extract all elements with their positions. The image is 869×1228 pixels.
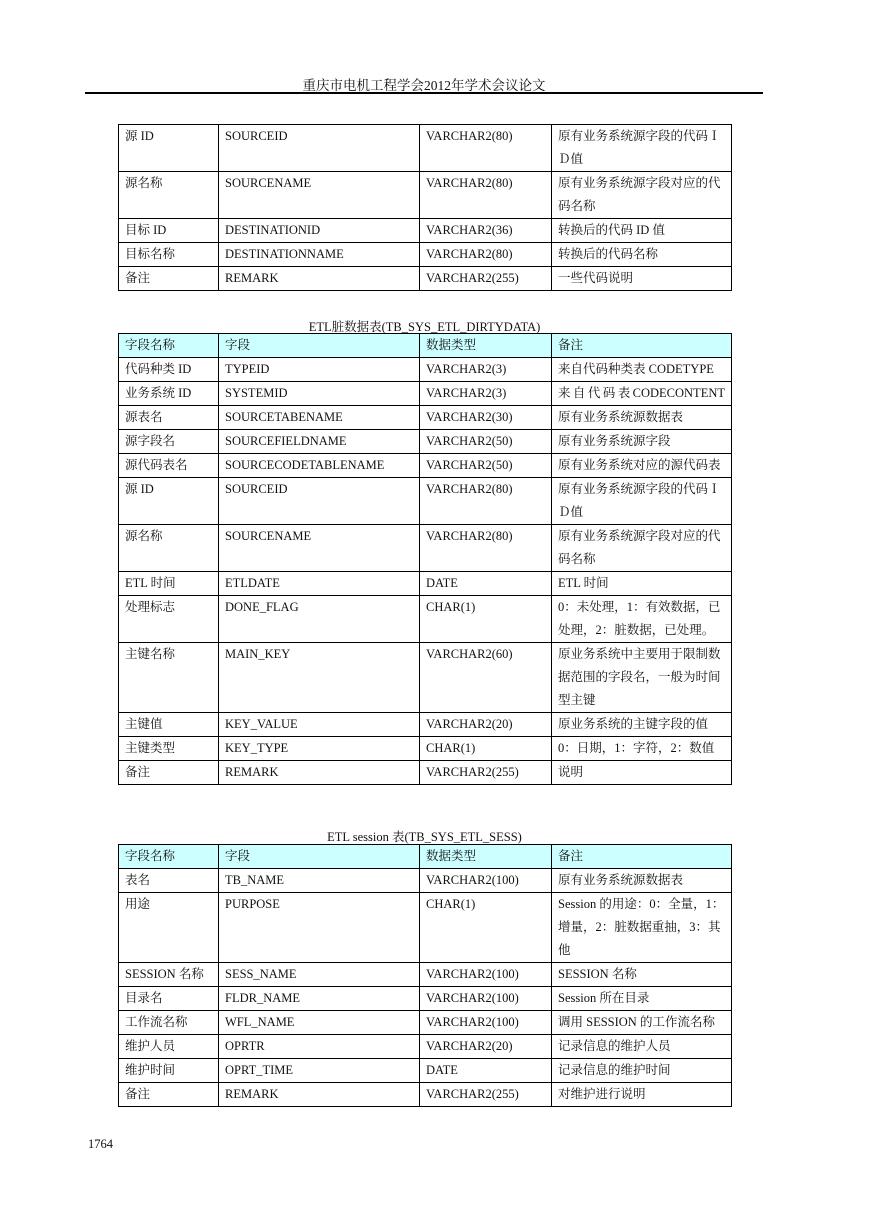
field-name-cell: 源代码表名 [119,454,219,478]
table-row [119,713,732,737]
field-cell: TYPEID [219,358,420,382]
field-cell: TB_NAME [219,869,420,893]
field-name-cell: 备注 [119,1083,219,1107]
remark-cell: 原业务系统的主键字段的值 [552,713,732,737]
data-type-cell: VARCHAR2(50) [420,430,552,454]
table-header-row [119,845,732,869]
field-cell: REMARK [219,1083,420,1107]
field-cell: OPRT_TIME [219,1059,420,1083]
table-row [119,572,732,596]
remark-cell: 0：日期，1：字符，2：数值 [552,737,732,761]
remark-cell: 原有业务系统源数据表 [552,869,732,893]
data-type-cell: VARCHAR2(80) [420,243,552,267]
field-cell: DESTINATIONNAME [219,243,420,267]
remark-cell: 记录信息的维护时间 [552,1059,732,1083]
remark-cell: 说明 [552,761,732,785]
table-row [119,963,732,987]
data-type-cell: VARCHAR2(100) [420,963,552,987]
field-name-cell: 源名称 [119,172,219,219]
remark-cell: ETL 时间 [552,572,732,596]
field-cell: OPRTR [219,1035,420,1059]
field-cell: REMARK [219,267,420,291]
field-name-cell: 业务系统 ID [119,382,219,406]
data-type-cell: VARCHAR2(100) [420,1011,552,1035]
field-cell: SESS_NAME [219,963,420,987]
field-name-cell: 源 ID [119,478,219,525]
field-cell: SOURCEID [219,125,420,172]
data-type-cell: DATE [420,1059,552,1083]
table-row [119,430,732,454]
column-header: 字段名称 [119,845,219,869]
field-name-cell: 主键类型 [119,737,219,761]
table-row [119,478,732,525]
field-name-cell: 目标名称 [119,243,219,267]
dirtydata-table [118,333,732,785]
field-name-cell: 处理标志 [119,596,219,643]
data-type-cell: VARCHAR2(20) [420,1035,552,1059]
data-type-cell: VARCHAR2(36) [420,219,552,243]
remark-cell: 原业务系统中主要用于限制数据范围的字段名，一般为时间型主键 [552,643,732,713]
field-name-cell: ETL 时间 [119,572,219,596]
code-mapping-table-continued [118,124,732,291]
remark-cell: 来自代码表CODECONTENT [552,382,732,406]
remark-cell: Session 所在目录 [552,987,732,1011]
column-header: 备注 [552,334,732,358]
data-type-cell: VARCHAR2(30) [420,406,552,430]
column-header: 数据类型 [420,845,552,869]
table-row [119,761,732,785]
data-type-cell: VARCHAR2(20) [420,713,552,737]
table-row [119,869,732,893]
table-row [119,737,732,761]
data-type-cell: CHAR(1) [420,596,552,643]
data-type-cell: VARCHAR2(3) [420,382,552,406]
data-type-cell: VARCHAR2(100) [420,869,552,893]
remark-cell: 原有业务系统源字段对应的代码名称 [552,525,732,572]
field-name-cell: 源名称 [119,525,219,572]
remark-cell: 原有业务系统对应的源代码表 [552,454,732,478]
table-row [119,172,732,219]
table-row [119,1083,732,1107]
data-type-cell: CHAR(1) [420,737,552,761]
field-name-cell: 目标 ID [119,219,219,243]
field-cell: SOURCETABENAME [219,406,420,430]
column-header: 字段名称 [119,334,219,358]
field-name-cell: 维护时间 [119,1059,219,1083]
field-cell: ETLDATE [219,572,420,596]
table-row [119,125,732,172]
remark-cell: 对维护进行说明 [552,1083,732,1107]
remark-cell: 来自代码种类表 CODETYPE [552,358,732,382]
data-type-cell: VARCHAR2(50) [420,454,552,478]
data-type-cell: CHAR(1) [420,893,552,963]
field-cell: SOURCEID [219,478,420,525]
field-cell: SYSTEMID [219,382,420,406]
data-type-cell: VARCHAR2(80) [420,125,552,172]
table-row [119,525,732,572]
field-name-cell: 代码种类 ID [119,358,219,382]
field-name-cell: 工作流名称 [119,1011,219,1035]
table-row [119,893,732,963]
remark-cell: 原有业务系统源字段的代码ＩＤ值 [552,125,732,172]
remark-cell: 转换后的代码 ID 值 [552,219,732,243]
field-name-cell: 用途 [119,893,219,963]
dirtydata-table-caption: ETL脏数据表(TB_SYS_ETL_DIRTYDATA) [308,320,541,334]
field-cell: SOURCECODETABLENAME [219,454,420,478]
field-name-cell: SESSION 名称 [119,963,219,987]
field-cell: WFL_NAME [219,1011,420,1035]
table-row [119,596,732,643]
column-header: 备注 [552,845,732,869]
field-cell: REMARK [219,761,420,785]
table-row [119,382,732,406]
header-rule [85,92,763,94]
field-name-cell: 源表名 [119,406,219,430]
data-type-cell: VARCHAR2(255) [420,761,552,785]
page-number: 1764 [88,1137,113,1151]
data-type-cell: VARCHAR2(80) [420,172,552,219]
table-row [119,643,732,713]
remark-cell: 0：未处理，1：有效数据，已处理，2：脏数据，已处理。 [552,596,732,643]
table-header-row [119,334,732,358]
remark-cell: 原有业务系统源字段的代码ＩＤ值 [552,478,732,525]
remark-cell: 原有业务系统源字段 [552,430,732,454]
field-cell: KEY_TYPE [219,737,420,761]
column-header: 字段 [219,334,420,358]
field-cell: SOURCEFIELDNAME [219,430,420,454]
page-header-title: 重庆市电机工程学会2012年学术会议论文 [302,78,546,93]
field-cell: DESTINATIONID [219,219,420,243]
field-name-cell: 表名 [119,869,219,893]
field-cell: PURPOSE [219,893,420,963]
field-name-cell: 主键值 [119,713,219,737]
column-header: 字段 [219,845,420,869]
field-name-cell: 主键名称 [119,643,219,713]
field-cell: SOURCENAME [219,172,420,219]
field-name-cell: 源字段名 [119,430,219,454]
table-row [119,406,732,430]
remark-cell: 一些代码说明 [552,267,732,291]
table-row [119,1035,732,1059]
data-type-cell: VARCHAR2(3) [420,358,552,382]
data-type-cell: DATE [420,572,552,596]
field-cell: SOURCENAME [219,525,420,572]
table-row [119,987,732,1011]
data-type-cell: VARCHAR2(80) [420,525,552,572]
remark-cell: 原有业务系统源数据表 [552,406,732,430]
table-row [119,219,732,243]
table-row [119,1011,732,1035]
remark-cell: 记录信息的维护人员 [552,1035,732,1059]
session-table-caption: ETL session 表(TB_SYS_ETL_SESS) [327,830,522,844]
remark-cell: 原有业务系统源字段对应的代码名称 [552,172,732,219]
field-name-cell: 源 ID [119,125,219,172]
remark-cell: 转换后的代码名称 [552,243,732,267]
data-type-cell: VARCHAR2(60) [420,643,552,713]
table-row [119,1059,732,1083]
field-cell: MAIN_KEY [219,643,420,713]
data-type-cell: VARCHAR2(255) [420,1083,552,1107]
table-row [119,243,732,267]
data-type-cell: VARCHAR2(80) [420,478,552,525]
column-header: 数据类型 [420,334,552,358]
table-row [119,358,732,382]
field-cell: DONE_FLAG [219,596,420,643]
field-name-cell: 目录名 [119,987,219,1011]
data-type-cell: VARCHAR2(255) [420,267,552,291]
remark-cell: Session 的用途：0：全量，1：增量，2：脏数据重抽，3：其他 [552,893,732,963]
field-name-cell: 备注 [119,761,219,785]
data-type-cell: VARCHAR2(100) [420,987,552,1011]
remark-cell: 调用 SESSION 的工作流名称 [552,1011,732,1035]
field-name-cell: 备注 [119,267,219,291]
remark-cell: SESSION 名称 [552,963,732,987]
field-cell: FLDR_NAME [219,987,420,1011]
field-cell: KEY_VALUE [219,713,420,737]
table-row [119,267,732,291]
table-row [119,454,732,478]
session-table [118,844,732,1107]
field-name-cell: 维护人员 [119,1035,219,1059]
